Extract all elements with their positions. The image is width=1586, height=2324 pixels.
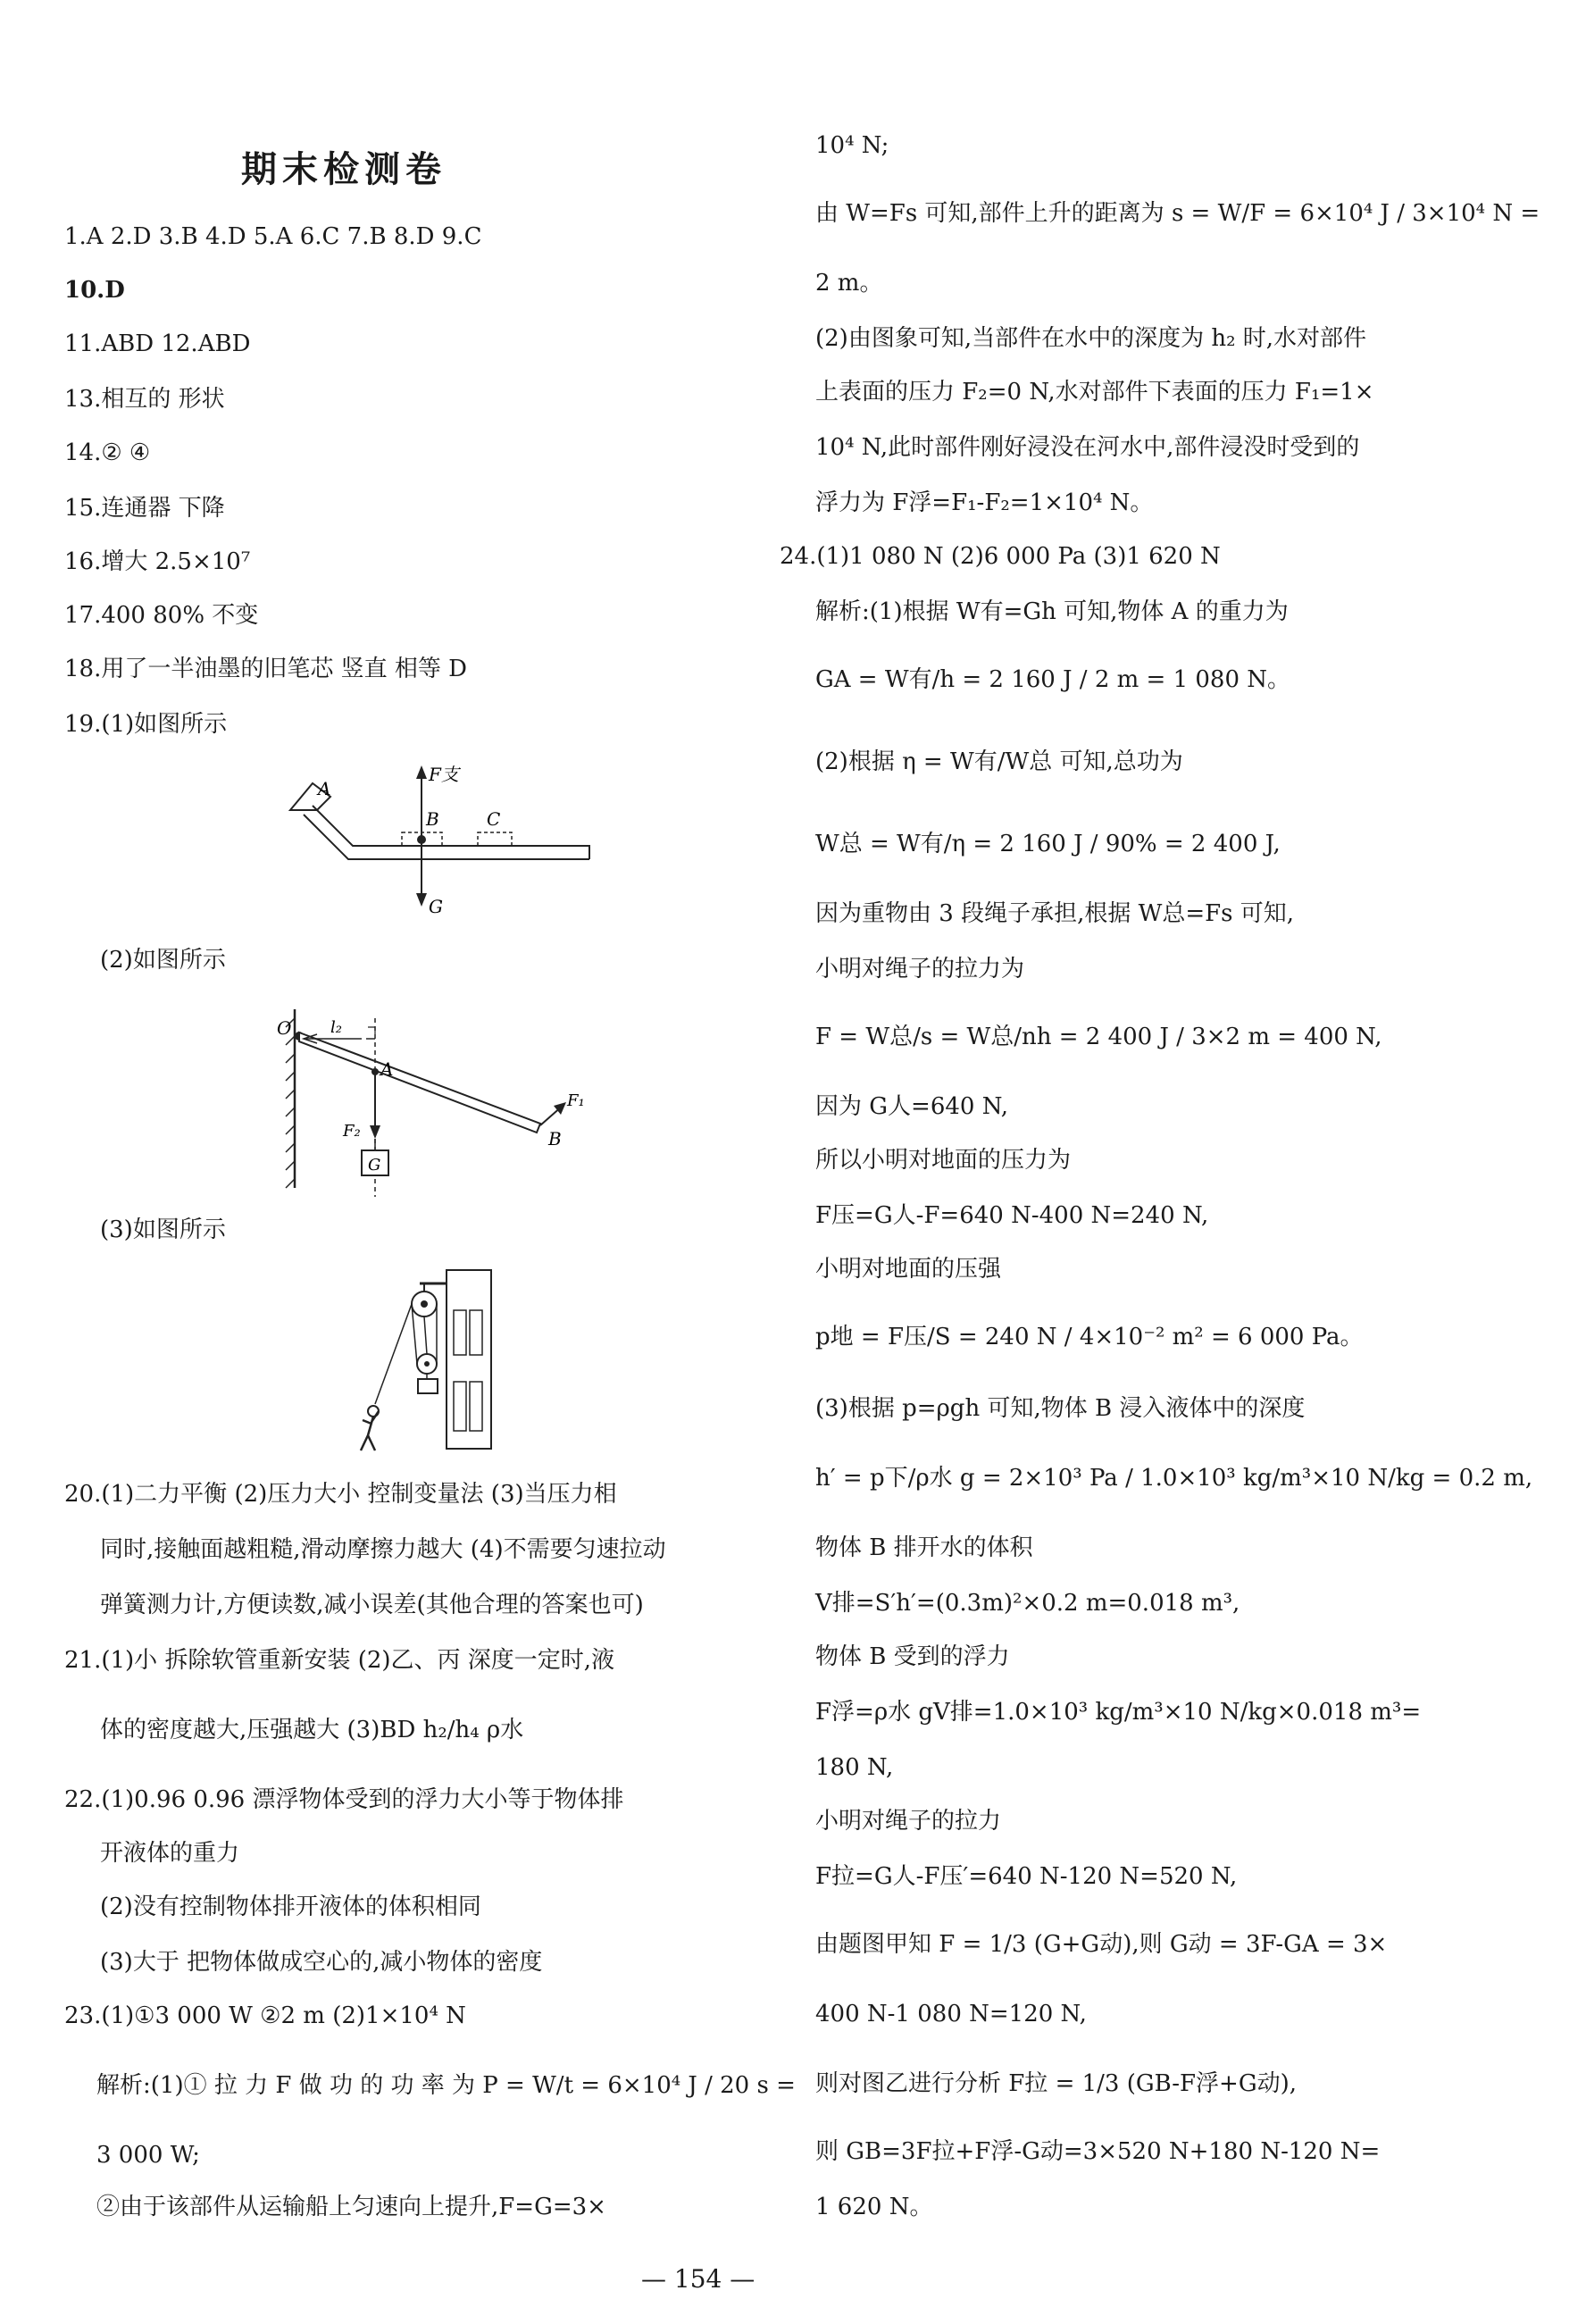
label-A: A [380, 1058, 394, 1080]
answer-line: 180 N, [815, 1754, 894, 1781]
answer-line: 11.ABD 12.ABD [64, 330, 251, 357]
answer-line: 10⁴ N; [815, 132, 889, 159]
answer-line: p地 = F压/S = 240 N / 4×10⁻² m² = 6 000 Pa。 [815, 1324, 1364, 1350]
answer-line: 因为重物由 3 段绳子承担,根据 W总=Fs 可知, [815, 900, 1295, 927]
answer-line: 10.D [64, 277, 125, 304]
answer-line: 物体 B 排开水的体积 [815, 1534, 1033, 1561]
answer-line: (2)根据 η = W有/W总 可知,总功为 [815, 748, 1183, 775]
answer-line: 浮力为 F浮=F₁-F₂=1×10⁴ N。 [815, 489, 1154, 516]
label-A: A [318, 778, 331, 799]
answer-line: 17.400 80% 不变 [64, 602, 259, 629]
answer-line: 24.(1)1 080 N (2)6 000 Pa (3)1 620 N [780, 543, 1221, 570]
answer-line: 上表面的压力 F₂=0 N,水对部件下表面的压力 F₁=1× [815, 379, 1374, 405]
answer-line: 15.连通器 下降 [64, 495, 225, 522]
label-G: G [429, 896, 443, 917]
diagram-pulley-building [348, 1261, 527, 1458]
answer-line: W总 = W有/η = 2 160 J / 90% = 2 400 J, [815, 831, 1281, 857]
answer-line: 同时,接触面越粗糙,滑动摩擦力越大 (4)不需要匀速拉动 [100, 1536, 666, 1563]
answer-line: (2)由图象可知,当部件在水中的深度为 h₂ 时,水对部件 [815, 325, 1367, 352]
page-title: 期末检测卷 [241, 149, 447, 190]
answer-line: 19.(1)如图所示 [64, 711, 228, 738]
diagram-bent-rod [286, 761, 607, 922]
answer-line: 由 W=Fs 可知,部件上升的距离为 s = W/F = 6×10⁴ J / 3×10⁴ N = [815, 200, 1540, 227]
answer-line: 10⁴ N,此时部件刚好浸没在河水中,部件浸没时受到的 [815, 434, 1360, 461]
answer-line: 解析:(1)① 拉 力 F 做 功 的 功 率 为 P = W/t = 6×10⁴ J / 20 s = [96, 2072, 796, 2099]
answer-line: 小明对地面的压强 [815, 1256, 1002, 1283]
answer-line: F浮=ρ水 gV排=1.0×10³ kg/m³×10 N/kg×0.018 m³= [815, 1699, 1422, 1726]
answer-line: 21.(1)小 拆除软管重新安装 (2)乙、丙 深度一定时,液 [64, 1647, 615, 1674]
answer-line: F拉=G人-F压′=640 N-120 N=520 N, [815, 1863, 1238, 1890]
answer-line: 18.用了一半油墨的旧笔芯 竖直 相等 D [64, 656, 467, 682]
answer-line: 400 N-1 080 N=120 N, [815, 2001, 1087, 2027]
answer-line: 13.相互的 形状 [64, 386, 225, 413]
label-l2: l₂ [330, 1018, 342, 1037]
answer-line: V排=S′h′=(0.3m)²×0.2 m=0.018 m³, [815, 1590, 1240, 1617]
answer-line: 因为 G人=640 N, [815, 1093, 1009, 1120]
answer-line: 由题图甲知 F = 1/3 (G+G动),则 G动 = 3F-GA = 3× [815, 1931, 1388, 1958]
label-B: B [426, 808, 439, 830]
answer-line: 弹簧测力计,方便读数,减小误差(其他合理的答案也可) [100, 1592, 644, 1618]
answer-line: 小明对绳子的拉力为 [815, 956, 1025, 982]
answer-line: 1 620 N。 [815, 2194, 933, 2220]
answer-line: 16.增大 2.5×10⁷ [64, 548, 251, 575]
answer-line: ②由于该部件从运输船上匀速向上提升,F=G=3× [96, 2194, 606, 2220]
label-F-support: F支 [429, 764, 459, 785]
diagram-lever-wall [268, 1000, 607, 1197]
answer-line: h′ = p下/ρ水 g = 2×10³ Pa / 1.0×10³ kg/m³×10 N/kg = 0.2 m, [815, 1465, 1533, 1492]
answer-line: 3 000 W; [96, 2142, 200, 2169]
answer-line: 开液体的重力 [100, 1840, 240, 1867]
answer-line: 小明对绳子的拉力 [815, 1808, 1002, 1835]
answer-line: (2)没有控制物体排开液体的体积相同 [100, 1893, 481, 1920]
answer-line: 则 GB=3F拉+F浮-G动=3×520 N+180 N-120 N= [815, 2138, 1381, 2165]
answer-line: 则对图乙进行分析 F拉 = 1/3 (GB-F浮+G动), [815, 2070, 1298, 2097]
label-O: O [277, 1017, 292, 1039]
answer-line: GA = W有/h = 2 160 J / 2 m = 1 080 N。 [815, 666, 1291, 693]
label-G: G [368, 1156, 381, 1175]
answer-line: (3)根据 p=ρgh 可知,物体 B 浸入液体中的深度 [815, 1395, 1306, 1422]
label-F1: F₁ [567, 1091, 585, 1110]
label-C: C [487, 808, 501, 830]
label-B: B [548, 1128, 562, 1149]
answer-line: 23.(1)①3 000 W ②2 m (2)1×10⁴ N [64, 2002, 466, 2029]
answer-line: 20.(1)二力平衡 (2)压力大小 控制变量法 (3)当压力相 [64, 1481, 617, 1508]
answer-line: (2)如图所示 [100, 947, 226, 974]
answer-line: 所以小明对地面的压力为 [815, 1147, 1072, 1174]
answer-line: 1.A 2.D 3.B 4.D 5.A 6.C 7.B 8.D 9.C [64, 223, 482, 250]
page-number: — 154 — [641, 2264, 755, 2294]
label-F2: F₂ [343, 1122, 361, 1141]
answer-line: 22.(1)0.96 0.96 漂浮物体受到的浮力大小等于物体排 [64, 1786, 624, 1813]
answer-line: (3)如图所示 [100, 1216, 226, 1243]
answer-line: 物体 B 受到的浮力 [815, 1643, 1010, 1670]
answer-line: 2 m。 [815, 270, 883, 297]
answer-line: 体的密度越大,压强越大 (3)BD h₂/h₄ ρ水 [100, 1717, 524, 1743]
answer-line: F = W总/s = W总/nh = 2 400 J / 3×2 m = 400 N, [815, 1024, 1382, 1050]
answer-line: 解析:(1)根据 W有=Gh 可知,物体 A 的重力为 [815, 598, 1289, 625]
answer-line: 14.② ④ [64, 439, 151, 466]
answer-line: F压=G人-F=640 N-400 N=240 N, [815, 1202, 1209, 1229]
answer-line: (3)大于 把物体做成空心的,减小物体的密度 [100, 1949, 543, 1976]
